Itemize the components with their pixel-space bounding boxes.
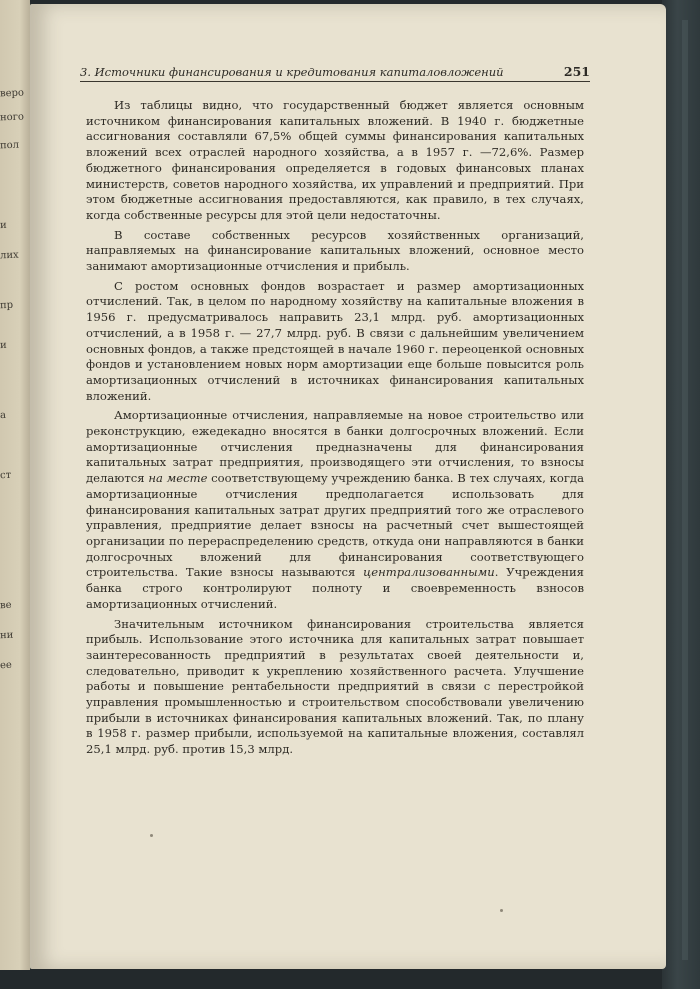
page-number: 251	[563, 64, 590, 79]
margin-fragment: ного	[0, 111, 25, 124]
margin-fragment: пр	[0, 299, 14, 312]
running-head-title: 3. Источники финансирования и кредитования капиталовложений	[80, 65, 504, 79]
margin-fragment: ни	[0, 629, 14, 642]
paragraph: Из таблицы видно, что государственный бюджет является основным источником финансирования капитальных вложений. В 1940 г. бюджетные ассигнования составляли 67,5% общей суммы финансирования капитальных вложений всех отраслей народного хозяйства, а в 1957 г. —72,6%. Размер бюджетного финансирования определяется в годовых финансовых планах министерств, советов народного хозяйства, их управлений и предприятий. При этом бюджетные ассигнования предоставляются, как правило, в тех случаях, когда собственные ресурсы для этой цели недостаточны.	[86, 98, 584, 222]
paragraph-text: соответствующему учреждению банка. В тех случаях, когда амортизационные отчисления предполагается использовать для финансирования капитальных затрат других предприятий того же отраслевого управления, предприятие делает взносы на расчетный счет вышестоящей организации по перераспределению средств, откуда они направляются в банки долгосрочных вложений для финансирования соответствующего строительства. Такие взносы называются	[86, 471, 584, 580]
margin-fragment: веро	[0, 87, 25, 100]
paragraph: Значительным источником финансирования строительства является прибыль. Использование этого источника для капитальных затрат повышает заинтересованность предприятий в результатах своей деятельности и, следовательно, приводит к укреплению хозяйственного расчета. Улучшение работы и повышение рентабельности предприятий в связи с перестройкой управления промышленностью и строительством способствовали увеличению прибыли в источниках финансирования капитальных вложений. Так, по плану в 1958 г. размер прибыли, используемой на капитальные вложения, составлял 25,1 млрд. руб. против 15,3 млрд.	[86, 616, 584, 757]
paper-speck	[500, 909, 503, 912]
italic-term: централизованными	[363, 565, 495, 580]
paragraph: С ростом основных фондов возрастает и размер амортизационных отчислений. Так, в целом по народному хозяйству на капитальные вложения в 1956 г. предусматривалось направить 23,1 млрд. руб. амортизационных отчислений, а в 1958 г. — 27,7 млрд. руб. В связи с дальнейшим увеличением основных фондов, а также предстоящей в начале 1960 г. переоценкой основных фондов и установлением новых норм амортизации еще больше повысится роль амортизационных отчислений в источниках финансирования капитальных вложений.	[86, 278, 584, 403]
running-head	[80, 64, 590, 82]
binding-edge	[682, 20, 688, 960]
previous-page-edge	[0, 0, 30, 970]
paragraph: В составе собственных ресурсов хозяйственных организаций, направляемых на финансирование капитальных вложений, основное место занимают амортизационные отчисления и прибыль.	[86, 227, 584, 274]
paper-speck	[150, 834, 153, 837]
book-binding	[662, 0, 700, 989]
paragraph-text: Амортизационные отчисления, направляемые на новое строительство или реконструкцию, ежедекадно вносятся в банки долгосрочных вложений. Если амортизационные отчисления предназначены для финансирования капитальных затрат предприятия, производящего эти отчисления, то взносы делаются	[86, 408, 584, 486]
margin-fragment: и	[0, 339, 7, 352]
italic-term: на месте	[148, 471, 208, 486]
paragraph-text: . Учреждения банка строго контролируют полноту и своевременность взносов амортизационных отчислений.	[86, 565, 584, 611]
margin-fragment: лих	[0, 249, 19, 262]
margin-fragment: и	[0, 219, 7, 232]
paragraph	[86, 408, 584, 612]
margin-fragment: пол	[0, 139, 20, 152]
margin-fragment: а	[0, 409, 7, 422]
margin-fragment: ее	[0, 659, 13, 672]
margin-fragment: ве	[0, 599, 12, 612]
page-body	[86, 98, 584, 762]
margin-fragment: ст	[0, 469, 12, 482]
